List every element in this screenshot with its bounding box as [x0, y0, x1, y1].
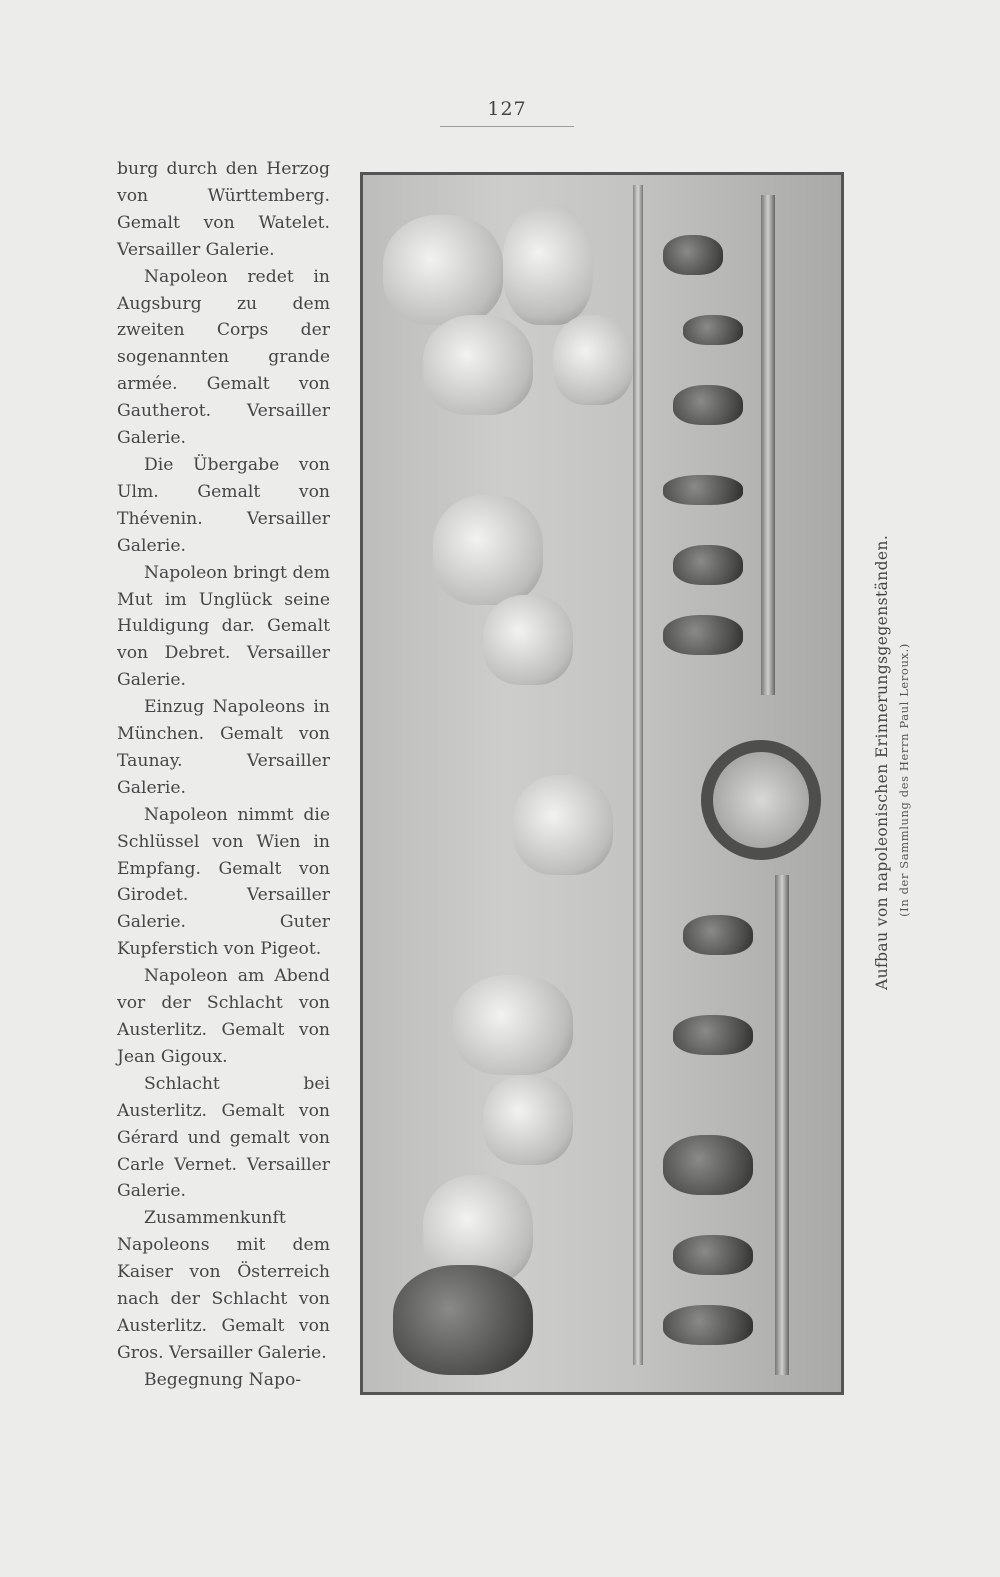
small-figurine — [673, 1015, 753, 1055]
paragraph: Einzug Napoleons in München. Gemalt von Taunay. Versailler Galerie. — [117, 697, 330, 798]
paragraph: Napoleon redet in Augsburg zu dem zweiten Corps der sogenannten grande armée. Gemalt von Gautherot. Versailler Galerie. — [117, 266, 330, 449]
bust-figure — [433, 495, 543, 605]
paragraph: Die Übergabe von Ulm. Gemalt von Thévenin. Versailler Galerie. — [117, 454, 330, 556]
page-number: 127 — [487, 98, 527, 120]
small-figurine — [673, 1235, 753, 1275]
small-figurine — [673, 385, 743, 425]
bust-figure — [383, 215, 503, 325]
body-text-column — [117, 156, 330, 1394]
bust-figure — [453, 975, 573, 1075]
bust-figure — [423, 315, 533, 415]
header-rule — [440, 126, 574, 127]
small-figurine — [663, 235, 723, 275]
caption-credit: (In der Sammlung des Herrn Paul Leroux.) — [897, 643, 911, 917]
figure-caption — [862, 534, 922, 990]
small-figurine — [663, 615, 743, 655]
bust-figure — [553, 315, 633, 405]
small-figurine — [683, 915, 753, 955]
upper-shelf — [633, 185, 643, 1365]
caption-title: Aufbau von napoleonischen Erinnerungsgegenständen. — [873, 534, 891, 990]
paragraph: Begegnung Napo- — [144, 1369, 302, 1390]
bust-figure — [483, 595, 573, 685]
mantel-clock — [701, 740, 821, 860]
collection-photograph — [360, 172, 844, 1395]
paragraph: Napoleon am Abend vor der Schlacht von Austerlitz. Gemalt von Jean Gigoux. — [117, 966, 330, 1067]
lower-shelf — [761, 195, 775, 695]
paragraph: Schlacht bei Austerlitz. Gemalt von Gérard und gemalt von Carle Vernet. Versailler Galerie. — [117, 1073, 330, 1202]
small-figurine — [663, 1305, 753, 1345]
bust-figure — [483, 1075, 573, 1165]
small-figurine — [663, 475, 743, 505]
paragraph: Napoleon nimmt die Schlüssel von Wien in Empfang. Gemalt von Girodet. Versailler Galerie. Guter Kupferstich von Pigeot. — [117, 804, 330, 960]
small-figurine — [673, 545, 743, 585]
bust-figure — [393, 1265, 533, 1375]
small-figurine — [663, 1135, 753, 1195]
bust-figure — [513, 775, 613, 875]
paragraph: Napoleon bringt dem Mut im Unglück seine Huldigung dar. Gemalt von Debret. Versailler Galerie. — [117, 562, 330, 691]
paragraph: burg durch den Herzog von Württemberg. Gemalt von Watelet. Versailler Galerie. — [117, 159, 330, 260]
lower-shelf — [775, 875, 789, 1375]
small-figurine — [683, 315, 743, 345]
bust-figure — [503, 205, 593, 325]
paragraph: Zusammenkunft Napoleons mit dem Kaiser von Österreich nach der Schlacht von Austerlitz. Gemalt von Gros. Versailler Galerie. — [117, 1208, 330, 1363]
